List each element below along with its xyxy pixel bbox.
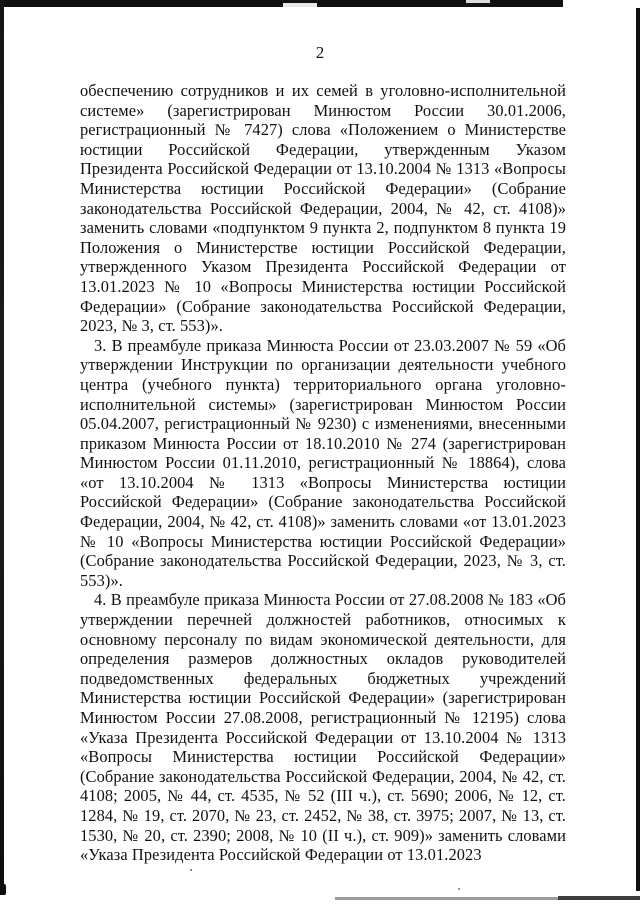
- paragraph-item-3: 3. В преамбуле приказа Минюста России от 23.03.2007 № 59 «Об утверждении Инструкции по организации деятельности учебного центра (учебного пункта) территориального органа уголовно-исполнительной системы» (зарегистрирован Минюстом России 05.04.2007, регистрационный № 9230) с изменениями, внесенными приказом Минюста России от 18.10.2010 № 274 (зарегистрирован Минюстом России 01.11.2010, регистрационный № 18864), слова «от 13.10.2004 № 1313 «Вопросы Министерства юстиции Российской Федерации» (Собрание законодательства Российской Федерации, 2004, № 42, ст. 4108)» заменить словами «от 13.01.2023 № 10 «Вопросы Министерства юстиции Российской Федерации» (Собрание законодательства Российской Федерации, 2023, № 3, ст. 553)».: [80, 335, 566, 590]
- scan-artifact-speck: [190, 869, 192, 871]
- scan-artifact-bottom-bar: [335, 897, 565, 900]
- scan-artifact-speck: [458, 888, 460, 890]
- scan-artifact-left-bar: [0, 0, 4, 893]
- scan-artifact-top-bar-gap: [466, 0, 490, 3]
- scan-artifact-left-blob: [0, 884, 6, 895]
- scan-artifact-bottom-bar-dark: [558, 896, 640, 900]
- scan-artifact-top-bar-gap: [283, 3, 317, 7]
- page-number: 2: [315, 43, 325, 62]
- document-text-body: [80, 81, 566, 865]
- paragraph-item-4: 4. В преамбуле приказа Минюста России от 27.08.2008 № 183 «Об утверждении перечней должностей работников, относимых к основному персоналу по видам экономической деятельности, для определения размеров должностных окладов руководителей подведомственных федеральных бюджетных учреждений Министерства юстиции Российской Федерации» (зарегистрирован Минюстом России 27.08.2008, регистрационный № 12195) слова «Указа Президента Российской Федерации от 13.10.2004 № 1313 «Вопросы Министерства юстиции Российской Федерации» (Собрание законодательства Российской Федерации, 2004, № 42, ст. 4108; 2005, № 44, ст. 4535, № 52 (III ч.), ст. 5690; 2006, № 12, ст. 1284, № 19, ст. 2070, № 23, ст. 2452, № 38, ст. 3975; 2007, № 13, ст. 1530, № 20, ст. 2390; 2008, № 10 (II ч.), ст. 909)» заменить словами «Указа Президента Российской Федерации от 13.01.2023: [80, 590, 566, 865]
- paragraph-continuation: обеспечению сотрудников и их семей в уголовно-исполнительной системе» (зарегистрирован Минюстом России 30.01.2006, регистрационный № 7427) слова «Положением о Министерстве юстиции Российской Федерации, утвержденным Указом Президента Российской Федерации от 13.10.2004 № 1313 «Вопросы Министерства юстиции Российской Федерации» (Собрание законодательства Российской Федерации, 2004, № 42, ст. 4108)» заменить словами «подпунктом 9 пункта 2, подпунктом 8 пункта 19 Положения о Министерстве юстиции Российской Федерации, утвержденного Указом Президента Российской Федерации от 13.01.2023 № 10 «Вопросы Министерства юстиции Российской Федерации» (Собрание законодательства Российской Федерации, 2023, № 3, ст. 553)».: [80, 81, 566, 336]
- scan-artifact-right-bar: [636, 8, 640, 891]
